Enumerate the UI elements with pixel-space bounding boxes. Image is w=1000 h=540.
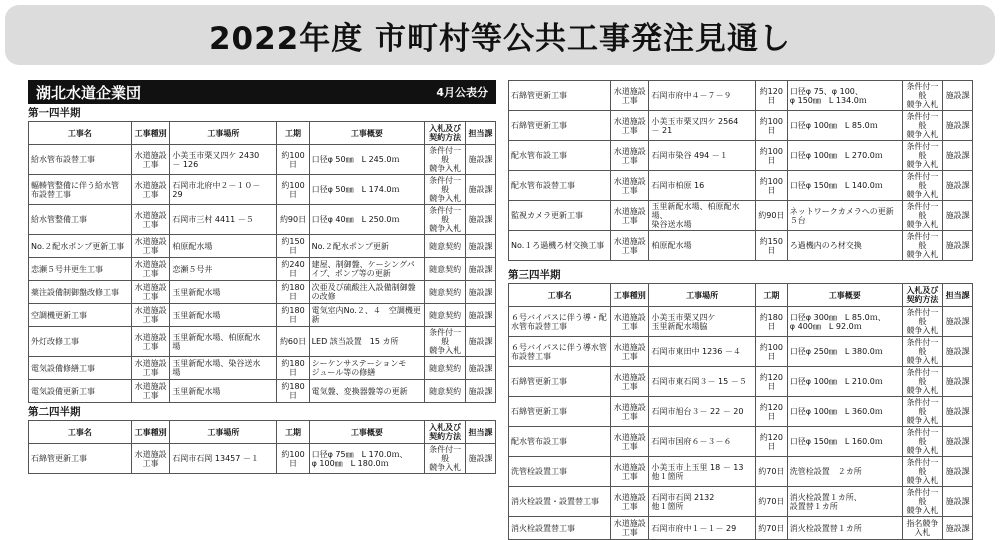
work-location-cell: 石岡市旭台３－ 22 － 20: [649, 397, 755, 427]
department-cell: 施設課: [465, 175, 495, 205]
department-cell: 施設課: [465, 281, 495, 304]
bid-method-cell: 条件付一般 競争入札: [902, 81, 942, 111]
table-row: [29, 235, 496, 258]
work-location-cell: 石岡市染谷 494 －１: [649, 141, 755, 171]
column-header-work-name: 工事名: [509, 284, 611, 307]
work-location-cell: 石岡市東石岡３－ 15 －５: [649, 367, 755, 397]
column-header-department: 担当課: [465, 421, 495, 444]
work-period-cell: 約70日: [755, 517, 787, 540]
department-cell: 施設課: [465, 205, 495, 235]
column-header-work-summary: 工事概要: [787, 284, 902, 307]
work-location-cell: 石岡市三村 4411 －５: [170, 205, 277, 235]
bid-method-cell: 条件付一般 競争入札: [902, 111, 942, 141]
announce-date: 4月公表分: [436, 86, 488, 99]
q1-table: [28, 121, 496, 403]
department-cell: 施設課: [943, 487, 973, 517]
table-row: [509, 517, 973, 540]
work-location-cell: 玉里新配水場: [170, 380, 277, 403]
table-row: [29, 357, 496, 380]
work-period-cell: 約90日: [755, 201, 787, 231]
work-period-cell: 約120日: [755, 367, 787, 397]
table-row: [29, 205, 496, 235]
work-name-cell: 空調機更新工事: [29, 304, 132, 327]
work-name-cell: 配水管布設工事: [509, 427, 611, 457]
table-row: [509, 231, 973, 261]
work-period-cell: 約100日: [277, 444, 309, 474]
q2-table: [28, 420, 496, 474]
department-cell: 施設課: [465, 380, 495, 403]
bid-method-cell: 条件付一般 競争入札: [902, 231, 942, 261]
bid-method-cell: 条件付一般 競争入札: [902, 487, 942, 517]
bid-method-cell: 条件付一般 競争入札: [902, 397, 942, 427]
left-column: [28, 80, 496, 474]
table-row: [509, 307, 973, 337]
column-header-work-type: 工事種別: [611, 284, 649, 307]
column-header-bid-method: 入札及び 契約方法: [425, 421, 466, 444]
work-location-cell: 小美玉市栗又四ケ 2430 － 126: [170, 145, 277, 175]
work-period-cell: 約100日: [755, 141, 787, 171]
work-summary-cell: 口径φ 250㎜ L 380.0ｍ: [787, 337, 902, 367]
department-cell: 施設課: [943, 427, 973, 457]
work-name-cell: 恋瀬５号井更生工事: [29, 258, 132, 281]
bid-method-cell: 指名競争 入札: [902, 517, 942, 540]
work-location-cell: 石岡市府中４－７－９: [649, 81, 755, 111]
department-cell: 施設課: [943, 457, 973, 487]
work-name-cell: 薬注設備制御盤改修工事: [29, 281, 132, 304]
bid-method-cell: 条件付一般 競争入札: [902, 337, 942, 367]
table-row: [29, 380, 496, 403]
work-summary-cell: 口径φ 75㎜ L 170.0ｍ、 φ 100㎜ L 180.0ｍ: [309, 444, 425, 474]
bid-method-cell: 条件付一般 競争入札: [902, 457, 942, 487]
work-name-cell: 消火栓設置・設置替工事: [509, 487, 611, 517]
work-type-cell: 水道施設 工事: [131, 175, 170, 205]
table-row: [29, 175, 496, 205]
work-summary-cell: 消火栓設置１カ所、 設置替１カ所: [787, 487, 902, 517]
work-summary-cell: 口径φ 50㎜ L 174.0ｍ: [309, 175, 425, 205]
column-header-work-location: 工事場所: [170, 122, 277, 145]
work-type-cell: 水道施設 工事: [611, 201, 649, 231]
work-type-cell: 水道施設 工事: [131, 281, 170, 304]
work-period-cell: 約120日: [755, 81, 787, 111]
department-cell: 施設課: [943, 397, 973, 427]
q3-table: [508, 283, 973, 540]
work-period-cell: 約100日: [277, 145, 309, 175]
work-name-cell: 外灯改修工事: [29, 327, 132, 357]
work-name-cell: ６号バイパスに伴う導水管 布設替工事: [509, 337, 611, 367]
work-type-cell: 水道施設 工事: [611, 231, 649, 261]
work-summary-cell: 口径φ 75、φ 100、 φ 150㎜ L 134.0ｍ: [787, 81, 902, 111]
work-name-cell: 輻輳管整備に伴う給水管 布設替工事: [29, 175, 132, 205]
work-summary-cell: 口径φ 40㎜ L 250.0ｍ: [309, 205, 425, 235]
work-name-cell: 監視カメラ更新工事: [509, 201, 611, 231]
work-summary-cell: 口径φ 300㎜ L 85.0ｍ、 φ 400㎜ L 92.0ｍ: [787, 307, 902, 337]
bid-method-cell: 条件付一般 競争入札: [902, 307, 942, 337]
work-name-cell: 配水管布設替工事: [509, 171, 611, 201]
work-type-cell: 水道施設 工事: [611, 517, 649, 540]
table-header-row: [29, 122, 496, 145]
work-type-cell: 水道施設 工事: [611, 111, 649, 141]
column-header-work-period: 工期: [277, 122, 309, 145]
table-row: [509, 111, 973, 141]
work-period-cell: 約100日: [755, 337, 787, 367]
department-cell: 施設課: [943, 307, 973, 337]
work-name-cell: 電気設備修繕工事: [29, 357, 132, 380]
department-cell: 施設課: [465, 444, 495, 474]
table-header-row: [29, 421, 496, 444]
work-summary-cell: ろ過機内のろ材交換: [787, 231, 902, 261]
work-period-cell: 約180日: [277, 304, 309, 327]
department-cell: 施設課: [943, 201, 973, 231]
work-summary-cell: ネットワークカメラへの更新 ５台: [787, 201, 902, 231]
work-location-cell: 石岡市石岡 13457 －１: [170, 444, 277, 474]
work-type-cell: 水道施設 工事: [611, 427, 649, 457]
work-type-cell: 水道施設 工事: [131, 380, 170, 403]
work-summary-cell: 電気盤、変換器盤等の更新: [309, 380, 425, 403]
work-type-cell: 水道施設 工事: [131, 327, 170, 357]
work-period-cell: 約90日: [277, 205, 309, 235]
bid-method-cell: 随意契約: [425, 281, 466, 304]
table-row: [509, 397, 973, 427]
work-period-cell: 約120日: [755, 397, 787, 427]
bid-method-cell: 条件付一般 競争入札: [425, 145, 466, 175]
org-name: 湖北水道企業団: [36, 83, 142, 102]
work-type-cell: 水道施設 工事: [611, 487, 649, 517]
column-header-bid-method: 入札及び 契約方法: [902, 284, 942, 307]
work-period-cell: 約240日: [277, 258, 309, 281]
title-banner: [5, 5, 995, 65]
work-type-cell: 水道施設 工事: [611, 81, 649, 111]
work-location-cell: 石岡市東田中 1236 －４: [649, 337, 755, 367]
work-type-cell: 水道施設 工事: [611, 367, 649, 397]
table-row: [509, 487, 973, 517]
department-cell: 施設課: [943, 141, 973, 171]
work-period-cell: 約150日: [755, 231, 787, 261]
work-name-cell: 石綿管更新工事: [509, 397, 611, 427]
work-type-cell: 水道施設 工事: [611, 337, 649, 367]
right-column: [508, 80, 973, 540]
bid-method-cell: 条件付一般 競争入札: [902, 201, 942, 231]
work-summary-cell: 次亜及び硫酸注入設備制御盤 の改修: [309, 281, 425, 304]
work-name-cell: 電気設備更新工事: [29, 380, 132, 403]
work-location-cell: 柏原配水場: [649, 231, 755, 261]
work-period-cell: 約70日: [755, 487, 787, 517]
department-cell: 施設課: [465, 235, 495, 258]
work-location-cell: 小美玉市栗又四ケ 2564 － 21: [649, 111, 755, 141]
work-type-cell: 水道施設 工事: [131, 357, 170, 380]
department-cell: 施設課: [465, 304, 495, 327]
column-header-work-type: 工事種別: [131, 122, 170, 145]
column-header-work-name: 工事名: [29, 421, 132, 444]
work-name-cell: 給水管整備工事: [29, 205, 132, 235]
column-header-work-summary: 工事概要: [309, 421, 425, 444]
section-title-q2: 第二四半期: [28, 406, 81, 418]
bid-method-cell: 随意契約: [425, 258, 466, 281]
bid-method-cell: 条件付一般 競争入札: [902, 141, 942, 171]
work-location-cell: 小美玉市栗又四ケ 玉里新配水場脇: [649, 307, 755, 337]
table-row: [509, 171, 973, 201]
work-location-cell: 玉里新配水場: [170, 304, 277, 327]
work-name-cell: 石綿管更新工事: [509, 111, 611, 141]
table-row: [509, 201, 973, 231]
work-location-cell: 石岡市北府中２－１０－ 29: [170, 175, 277, 205]
work-type-cell: 水道施設 工事: [611, 307, 649, 337]
work-summary-cell: 口径φ 100㎜ L 85.0ｍ: [787, 111, 902, 141]
bid-method-cell: 条件付一般 競争入札: [425, 205, 466, 235]
department-cell: 施設課: [943, 367, 973, 397]
work-location-cell: 柏原配水場: [170, 235, 277, 258]
column-header-work-summary: 工事概要: [309, 122, 425, 145]
work-period-cell: 約180日: [755, 307, 787, 337]
column-header-department: 担当課: [465, 122, 495, 145]
column-header-work-period: 工期: [755, 284, 787, 307]
column-header-department: 担当課: [943, 284, 973, 307]
department-cell: 施設課: [943, 111, 973, 141]
work-type-cell: 水道施設 工事: [611, 141, 649, 171]
table-header-row: [509, 284, 973, 307]
table-row: [29, 444, 496, 474]
work-period-cell: 約180日: [277, 357, 309, 380]
department-cell: 施設課: [465, 327, 495, 357]
work-location-cell: 玉里新配水場、柏原配水 場: [170, 327, 277, 357]
work-location-cell: 玉里新配水場: [170, 281, 277, 304]
department-cell: 施設課: [943, 517, 973, 540]
work-period-cell: 約100日: [277, 175, 309, 205]
work-name-cell: ６号バイパスに伴う導・配 水管布設替工事: [509, 307, 611, 337]
work-type-cell: 水道施設 工事: [611, 397, 649, 427]
table-row: [29, 281, 496, 304]
work-type-cell: 水道施設 工事: [611, 457, 649, 487]
column-header-work-location: 工事場所: [649, 284, 755, 307]
column-header-work-location: 工事場所: [170, 421, 277, 444]
work-type-cell: 水道施設 工事: [131, 258, 170, 281]
work-summary-cell: 消火栓設置替１カ所: [787, 517, 902, 540]
work-period-cell: 約180日: [277, 281, 309, 304]
table-row: [509, 141, 973, 171]
work-location-cell: 玉里新配水場、染谷送水 場: [170, 357, 277, 380]
department-cell: 施設課: [465, 357, 495, 380]
bid-method-cell: 随意契約: [425, 380, 466, 403]
column-header-work-type: 工事種別: [131, 421, 170, 444]
department-cell: 施設課: [943, 231, 973, 261]
work-location-cell: 玉里新配水場、柏原配水場、 染谷送水場: [649, 201, 755, 231]
section-title-q1: 第一四半期: [28, 107, 81, 119]
table-row: [29, 258, 496, 281]
work-type-cell: 水道施設 工事: [131, 205, 170, 235]
table-row: [509, 427, 973, 457]
work-period-cell: 約150日: [277, 235, 309, 258]
work-name-cell: No.１ろ過機ろ材交換工事: [509, 231, 611, 261]
work-location-cell: 石岡市国府６－３－６: [649, 427, 755, 457]
department-cell: 施設課: [465, 145, 495, 175]
work-location-cell: 石岡市石岡 2132 他１箇所: [649, 487, 755, 517]
section-title-q3: 第三四半期: [508, 269, 561, 281]
work-summary-cell: 口径φ 100㎜ L 360.0ｍ: [787, 397, 902, 427]
department-cell: 施設課: [943, 171, 973, 201]
work-period-cell: 約70日: [755, 457, 787, 487]
work-summary-cell: 電気室内No.２、４ 空調機更 新: [309, 304, 425, 327]
department-cell: 施設課: [943, 337, 973, 367]
bid-method-cell: 条件付一般 競争入札: [902, 427, 942, 457]
department-cell: 施設課: [943, 81, 973, 111]
work-summary-cell: シーケンサステーションモ ジュール等の修繕: [309, 357, 425, 380]
work-type-cell: 水道施設 工事: [131, 444, 170, 474]
column-header-bid-method: 入札及び 契約方法: [425, 122, 466, 145]
work-type-cell: 水道施設 工事: [131, 304, 170, 327]
work-summary-cell: 口径φ 100㎜ L 210.0ｍ: [787, 367, 902, 397]
work-name-cell: 給水管布設替工事: [29, 145, 132, 175]
column-header-work-name: 工事名: [29, 122, 132, 145]
work-type-cell: 水道施設 工事: [131, 235, 170, 258]
work-summary-cell: LED 該当設置 15 カ所: [309, 327, 425, 357]
work-summary-cell: 洗管栓設置 ２カ所: [787, 457, 902, 487]
work-name-cell: 消火栓設置替工事: [509, 517, 611, 540]
work-name-cell: 石綿管更新工事: [509, 81, 611, 111]
work-summary-cell: 口径φ 150㎜ L 160.0ｍ: [787, 427, 902, 457]
q2-continued-table: [508, 80, 973, 261]
work-location-cell: 小美玉市上玉里 18 － 13 他１箇所: [649, 457, 755, 487]
work-name-cell: 石綿管更新工事: [509, 367, 611, 397]
work-summary-cell: 口径φ 150㎜ L 140.0ｍ: [787, 171, 902, 201]
work-name-cell: 洗管栓設置工事: [509, 457, 611, 487]
work-period-cell: 約100日: [755, 171, 787, 201]
work-name-cell: 石綿管更新工事: [29, 444, 132, 474]
work-summary-cell: 口径φ 100㎜ L 270.0ｍ: [787, 141, 902, 171]
work-summary-cell: No.２配水ポンプ更新: [309, 235, 425, 258]
bid-method-cell: 随意契約: [425, 235, 466, 258]
work-period-cell: 約180日: [277, 380, 309, 403]
bid-method-cell: 条件付一般 競争入札: [425, 444, 466, 474]
table-row: [509, 81, 973, 111]
work-period-cell: 約120日: [755, 427, 787, 457]
work-summary-cell: 口径φ 50㎜ L 245.0ｍ: [309, 145, 425, 175]
work-name-cell: No.２配水ポンプ更新工事: [29, 235, 132, 258]
bid-method-cell: 条件付一般 競争入札: [425, 327, 466, 357]
work-type-cell: 水道施設 工事: [131, 145, 170, 175]
table-row: [509, 457, 973, 487]
work-period-cell: 約100日: [755, 111, 787, 141]
bid-method-cell: 条件付一般 競争入札: [425, 175, 466, 205]
work-name-cell: 配水管布設工事: [509, 141, 611, 171]
work-type-cell: 水道施設 工事: [611, 171, 649, 201]
department-cell: 施設課: [465, 258, 495, 281]
table-row: [29, 327, 496, 357]
work-location-cell: 石岡市柏原 16: [649, 171, 755, 201]
table-row: [509, 367, 973, 397]
table-row: [29, 145, 496, 175]
work-location-cell: 石岡市府中１－１－ 29: [649, 517, 755, 540]
bid-method-cell: 条件付一般 競争入札: [902, 367, 942, 397]
bid-method-cell: 随意契約: [425, 304, 466, 327]
column-header-work-period: 工期: [277, 421, 309, 444]
work-summary-cell: 建屋、制御盤、ケーシングパ イプ、ポンプ等の更新: [309, 258, 425, 281]
org-header: [28, 80, 496, 104]
work-period-cell: 約60日: [277, 327, 309, 357]
page-title: 2022年度 市町村等公共工事発注見通し: [208, 20, 792, 57]
table-row: [509, 337, 973, 367]
bid-method-cell: 条件付一般 競争入札: [902, 171, 942, 201]
table-row: [29, 304, 496, 327]
bid-method-cell: 随意契約: [425, 357, 466, 380]
work-location-cell: 恋瀬５号井: [170, 258, 277, 281]
